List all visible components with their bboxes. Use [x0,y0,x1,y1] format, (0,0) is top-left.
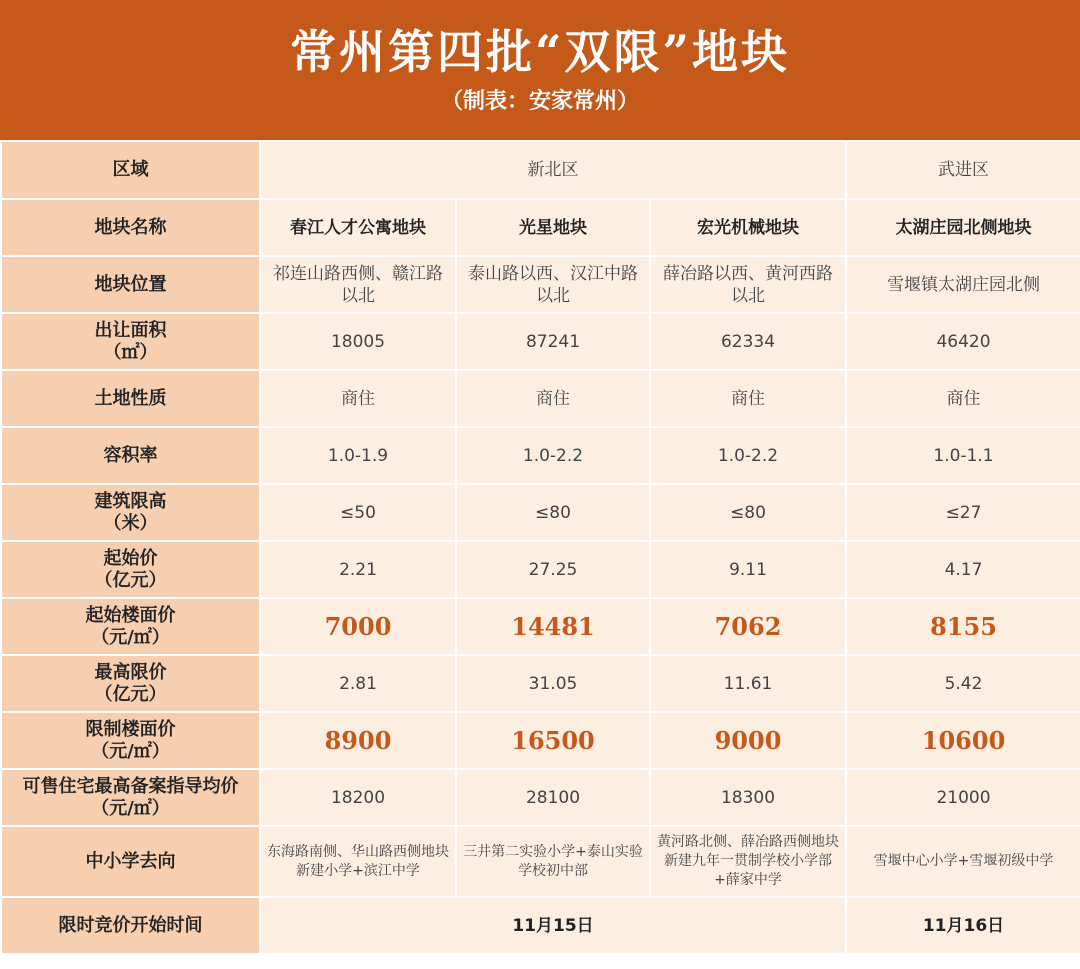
table-row [1,199,1080,256]
label-line: 可售住宅最高备案指导均价 [22,775,239,797]
auction-date-xinbei: 11月15日 [260,897,846,954]
table-row [1,826,1080,897]
label-line: 起始楼面价 [85,604,176,626]
table-row [1,256,1080,313]
table-row [1,427,1080,484]
table-row [1,655,1080,712]
header-banner [0,0,1080,140]
label-line: 最高限价 [94,661,167,683]
parcel-name: 春江人才公寓地块 [260,199,456,256]
school-assignment: 三井第二实验小学+泰山实验学校初中部 [456,826,650,897]
table-row [1,370,1080,427]
height-limit: ≤27 [846,484,1080,541]
row-label-auction: 限时竞价开始时间 [1,897,260,954]
floor-area-ratio: 1.0-2.2 [456,427,650,484]
max-price: 11.61 [650,655,846,712]
parcel-location: 雪堰镇太湖庄园北侧 [846,256,1080,313]
row-label-far: 容积率 [1,427,260,484]
label-unit: （元/㎡） [91,740,170,762]
row-label-limit-floor-price [1,712,260,769]
land-nature: 商住 [260,370,456,427]
start-floor-price: 7062 [650,598,846,655]
auction-date-wujin: 11月16日 [846,897,1080,954]
parcel-name: 宏光机械地块 [650,199,846,256]
table-row [1,897,1080,954]
row-label-guide-price [1,769,260,826]
row-label-start-floor-price [1,598,260,655]
max-price: 2.81 [260,655,456,712]
floor-area-ratio: 1.0-2.2 [650,427,846,484]
label-line: 出让面积 [94,319,167,341]
row-label-height [1,484,260,541]
row-label-school: 中小学去向 [1,826,260,897]
label-unit: （亿元） [94,683,167,705]
limit-floor-price: 16500 [456,712,650,769]
row-label-nature: 土地性质 [1,370,260,427]
school-assignment: 东海路南侧、华山路西侧地块新建小学+滨江中学 [260,826,456,897]
max-price: 31.05 [456,655,650,712]
limit-floor-price: 10600 [846,712,1080,769]
label-unit: （㎡） [103,341,158,363]
table-row [1,313,1080,370]
row-label-region: 区域 [1,141,260,199]
page-title: 常州第四批“双限”地块 [290,25,790,79]
label-unit: （米） [103,512,158,534]
label-line: 起始价 [103,547,158,569]
parcel-area: 62334 [650,313,846,370]
parcel-area: 87241 [456,313,650,370]
parcel-location: 祁连山路西侧、赣江路以北 [260,256,456,313]
parcel-area: 18005 [260,313,456,370]
limit-floor-price: 9000 [650,712,846,769]
table-row [1,484,1080,541]
table-row [1,141,1080,199]
floor-area-ratio: 1.0-1.9 [260,427,456,484]
label-unit: （元/㎡） [91,626,170,648]
height-limit: ≤50 [260,484,456,541]
start-floor-price: 7000 [260,598,456,655]
start-price: 2.21 [260,541,456,598]
table-row [1,541,1080,598]
table-row [1,712,1080,769]
region-wujin: 武进区 [846,141,1080,199]
parcel-name: 光星地块 [456,199,650,256]
limit-floor-price: 8900 [260,712,456,769]
school-assignment: 黄河路北侧、薛冶路西侧地块新建九年一贯制学校小学部+薛家中学 [650,826,846,897]
row-label-start-price [1,541,260,598]
region-xinbei: 新北区 [260,141,846,199]
start-price: 4.17 [846,541,1080,598]
school-assignment: 雪堰中心小学+雪堰初级中学 [846,826,1080,897]
page-subtitle: （制表：安家常州） [440,88,639,114]
guide-price: 18300 [650,769,846,826]
label-line: 建筑限高 [94,490,167,512]
parcel-area: 46420 [846,313,1080,370]
start-price: 9.11 [650,541,846,598]
label-unit: （元/㎡） [91,797,170,819]
label-line: 限制楼面价 [85,718,176,740]
land-nature: 商住 [846,370,1080,427]
floor-area-ratio: 1.0-1.1 [846,427,1080,484]
height-limit: ≤80 [650,484,846,541]
max-price: 5.42 [846,655,1080,712]
start-floor-price: 14481 [456,598,650,655]
land-nature: 商住 [456,370,650,427]
table-row [1,598,1080,655]
height-limit: ≤80 [456,484,650,541]
label-unit: （亿元） [94,569,167,591]
parcel-location: 泰山路以西、汉江中路以北 [456,256,650,313]
row-label-max-price [1,655,260,712]
land-parcel-table [0,140,1080,955]
parcel-location: 薛冶路以西、黄河西路以北 [650,256,846,313]
start-floor-price: 8155 [846,598,1080,655]
guide-price: 21000 [846,769,1080,826]
table-row [1,769,1080,826]
row-label-location: 地块位置 [1,256,260,313]
guide-price: 28100 [456,769,650,826]
start-price: 27.25 [456,541,650,598]
guide-price: 18200 [260,769,456,826]
row-label-area [1,313,260,370]
land-nature: 商住 [650,370,846,427]
row-label-name: 地块名称 [1,199,260,256]
parcel-name: 太湖庄园北侧地块 [846,199,1080,256]
